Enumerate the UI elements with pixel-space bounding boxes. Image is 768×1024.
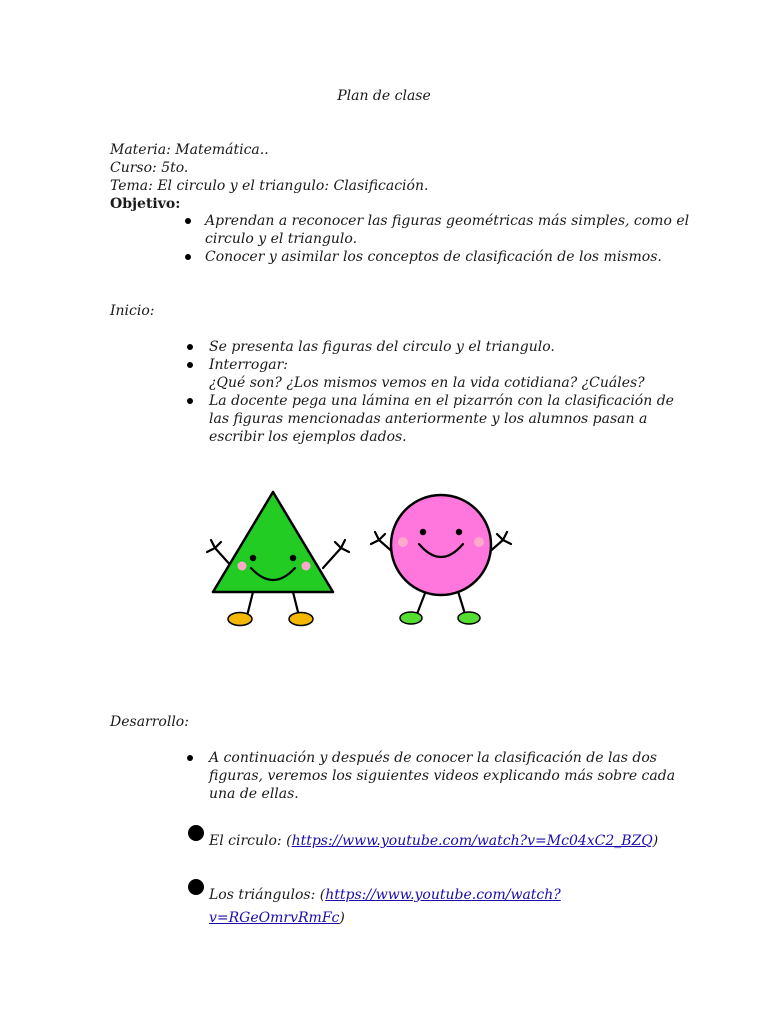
inicio-item-3-line-3: escribir los ejemplos dados. [209,429,407,445]
video-triangulos-link-part-2[interactable]: v=RGeOmrvRmFc [209,910,340,926]
circle-character [371,495,511,624]
materia-line: Materia: Matemática.. [110,142,269,158]
video-triangulos-link-part-1[interactable]: https://www.youtube.com/watch? [325,887,561,903]
inicio-item-1-line-1: Se presenta las figuras del circulo y el triangulo. [209,339,555,355]
video-circulo-line [209,832,658,850]
desarrollo-label: Desarrollo: [110,714,189,730]
objetivo-item-1-line-1: Aprendan a reconocer las figuras geométricas más simples, como el [205,213,690,229]
inicio-item-2-line-2: ¿Qué son? ¿Los mismos vemos en la vida cotidiana? ¿Cuáles? [209,375,645,391]
inicio-item-3-line-2: las figuras mencionadas anteriormente y los alumnos pasan a [209,411,648,427]
video-circulo-link[interactable]: https://www.youtube.com/watch?v=Mc04xC2_BZQ [291,833,653,849]
inicio-item-3-line-1: La docente pega una lámina en el pizarrón con la clasificación de [209,393,674,409]
bullet-dot [187,362,193,368]
large-bullet-dot [188,879,204,895]
page-title: Plan de clase [337,88,431,104]
objetivo-item-2-line-1: Conocer y asimilar los conceptos de clasificación de los mismos. [205,249,662,265]
tema-line: Tema: El circulo y el triangulo: Clasificación. [110,178,429,194]
video-circulo-prefix: El circulo: ( [209,833,292,849]
desarrollo-item-1-line-2: figuras, veremos los siguientes videos explicando más sobre cada [209,768,676,784]
video-triangulos-suffix: ) [339,910,345,926]
desarrollo-item-1-line-3: una de ellas. [209,786,299,802]
desarrollo-item-1-line-1: A continuación y después de conocer la clasificación de las dos [209,750,657,766]
triangle-character [207,492,349,626]
video-circulo-suffix: ) [652,833,659,849]
curso-line: Curso: 5to. [110,160,189,176]
bullet-dot [187,344,193,350]
objetivo-item-1-line-2: circulo y el triangulo. [205,231,358,247]
bullet-dot [185,218,191,224]
video-triangulos-line-1 [209,886,561,904]
inicio-label: Inicio: [110,303,155,319]
large-bullet-dot [188,825,204,841]
video-triangulos-line-2 [209,909,345,927]
objetivo-label: Objetivo: [110,196,181,212]
bullet-dot [185,254,191,260]
bullet-dot [187,755,193,761]
bullet-dot [187,398,193,404]
shapes-illustration [195,480,535,640]
inicio-item-2-line-1: Interrogar: [209,357,288,373]
video-triangulos-prefix: Los triángulos: ( [209,887,326,903]
